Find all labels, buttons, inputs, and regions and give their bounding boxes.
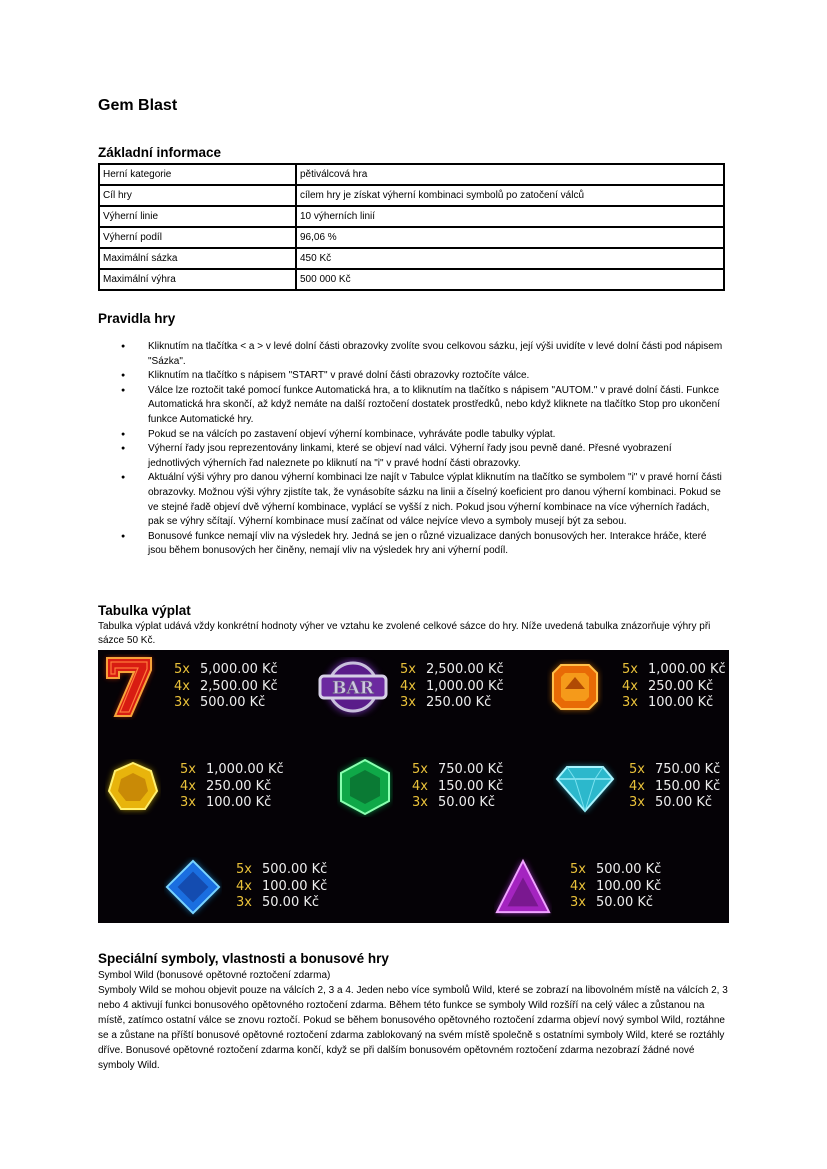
payout: 150.00 Kč: [438, 778, 504, 794]
multiplier: 5x: [236, 862, 252, 878]
pay-item-seven: [100, 658, 278, 716]
rules-heading: Pravidla hry: [98, 311, 176, 326]
multiplier: 5x: [629, 762, 645, 778]
payout: 2,500.00 Kč: [426, 662, 504, 678]
bar-icon: [316, 658, 390, 716]
payout: 500.00 Kč: [200, 695, 266, 711]
info-key: Maximální výhra: [99, 269, 296, 290]
pay-values: [629, 762, 720, 812]
special-heading: Speciální symboly, vlastnosti a bonusové hry: [98, 951, 389, 966]
pay-item-yellow-gem: [104, 758, 284, 816]
info-key: Herní kategorie: [99, 164, 296, 185]
list-item: ● Pokud se na válcích po zastavení objeví výherní kombinace, vyhráváte podle tabulky výplat.: [98, 428, 728, 443]
payout: 50.00 Kč: [596, 895, 654, 911]
table-row: [99, 248, 724, 269]
payout: 100.00 Kč: [206, 795, 272, 811]
multiplier: 5x: [412, 762, 428, 778]
yellow-gem-icon: [104, 758, 162, 816]
info-key: Výherní podíl: [99, 227, 296, 248]
multiplier: 3x: [622, 695, 638, 711]
paytable-heading: Tabulka výplat: [98, 603, 191, 618]
basic-info-heading: Základní informace: [98, 145, 222, 160]
payout: 100.00 Kč: [648, 695, 714, 711]
multiplier: 3x: [629, 795, 645, 811]
pay-values: [622, 662, 726, 712]
multiplier: 3x: [180, 795, 196, 811]
info-value: 10 výherních linií: [296, 206, 724, 227]
pay-values: [180, 762, 284, 812]
rules-section: [98, 311, 728, 559]
multiplier: 5x: [180, 762, 196, 778]
pay-item-cyan-diamond: [553, 758, 720, 816]
info-value: 450 Kč: [296, 248, 724, 269]
info-value: pětiválcová hra: [296, 164, 724, 185]
pay-values: [570, 862, 661, 912]
payout: 1,000.00 Kč: [426, 678, 504, 694]
info-value: 500 000 Kč: [296, 269, 724, 290]
payout: 150.00 Kč: [655, 778, 721, 794]
payout: 1,000.00 Kč: [206, 762, 284, 778]
paytable-description: Tabulka výplat udává vždy konkrétní hodnoty výher ve vztahu ke zvolené celkové sázce do hry. Níže uvedená tabulka znázorňuje výhry při sázce 50 Kč.: [98, 621, 711, 646]
multiplier: 3x: [570, 895, 586, 911]
multiplier: 3x: [236, 895, 252, 911]
payout: 250.00 Kč: [648, 678, 714, 694]
payout: 50.00 Kč: [262, 895, 320, 911]
multiplier: 4x: [629, 778, 645, 794]
cyan-diamond-icon: [553, 758, 617, 816]
payout: 50.00 Kč: [438, 795, 496, 811]
multiplier: 3x: [400, 695, 416, 711]
multiplier: 5x: [622, 662, 638, 678]
multiplier: 4x: [622, 678, 638, 694]
pay-item-purple-triangle: [494, 858, 661, 916]
wild-subheading: Symbol Wild (bonusové opětovné roztočení zdarma): [98, 970, 331, 981]
payout: 750.00 Kč: [438, 762, 504, 778]
info-key: Maximální sázka: [99, 248, 296, 269]
svg-text:BAR: BAR: [332, 678, 374, 699]
list-item: ● Bonusové funkce nemají vliv na výsledek hry. Jedná se jen o různé vizualizace daných bonusových her. Interakce hráče, které jsou během bonusových her činěny, nemají vliv na výsledek hry ani výherní podíl.: [98, 530, 728, 559]
multiplier: 3x: [412, 795, 428, 811]
multiplier: 3x: [174, 695, 190, 711]
payout: 2,500.00 Kč: [200, 678, 278, 694]
payout: 250.00 Kč: [206, 778, 272, 794]
table-row: [99, 185, 724, 206]
basic-info-table: [98, 163, 725, 291]
multiplier: 4x: [174, 678, 190, 694]
paytable-image: [98, 650, 729, 923]
wild-description: Symboly Wild se mohou objevit pouze na válcích 2, 3 a 4. Jeden nebo více symbolů Wild, které se zobrazí na libovolném místě na válcích 2, 3 nebo 4 aktivují funkci bonusového opětovného roztočení zdarma. Během této funkce se symboly Wild rozšíří na celý válec a zůstanou na místě, zatímco ostatní válce se znovu roztočí. Pokud se během bonusového opětovného roztočení zdarma objeví nový symbol Wild, roztáhne se a zůstane na příští bonusové opětovné roztočení zdarma zablokovaný na svém místě společně s ostatními symboly Wild, které se roztáhly dříve. Bonusové opětovné roztočení zdarma končí, když se při dalším bonusovém opětovném roztočení zdarma nezobrazí žádné nové symboly Wild.: [98, 985, 728, 1071]
multiplier: 4x: [236, 878, 252, 894]
payout: 1,000.00 Kč: [648, 662, 726, 678]
list-item: ● Kliknutím na tlačítko s nápisem "START" v pravé dolní části obrazovky roztočíte válce.: [98, 369, 728, 384]
purple-triangle-icon: [494, 858, 552, 916]
blue-gem-icon: [164, 858, 222, 916]
multiplier: 5x: [570, 862, 586, 878]
red-seven-icon: [100, 658, 158, 716]
multiplier: 4x: [570, 878, 586, 894]
payout: 50.00 Kč: [655, 795, 713, 811]
multiplier: 4x: [412, 778, 428, 794]
multiplier: 5x: [400, 662, 416, 678]
orange-gem-icon: [546, 658, 604, 716]
info-value: cílem hry je získat výherní kombinaci symbolů po zatočení válců: [296, 185, 724, 206]
paytable-section: [98, 603, 728, 647]
pay-values: [174, 662, 278, 712]
pay-item-blue-gem: [164, 858, 327, 916]
info-value: 96,06 %: [296, 227, 724, 248]
payout: 500.00 Kč: [262, 862, 328, 878]
payout: 100.00 Kč: [596, 878, 662, 894]
pay-values: [412, 762, 503, 812]
info-key: Výherní linie: [99, 206, 296, 227]
basic-info-section: [98, 145, 728, 291]
table-row: [99, 164, 724, 185]
payout: 500.00 Kč: [596, 862, 662, 878]
list-item: ● Kliknutím na tlačítka < a > v levé dolní části obrazovky zvolíte svou celkovou sázku, její výši uvidíte v levé dolní části pod nápisem "Sázka".: [98, 340, 728, 369]
green-gem-icon: [336, 758, 394, 816]
payout: 5,000.00 Kč: [200, 662, 278, 678]
rules-list: [98, 340, 728, 559]
multiplier: 4x: [400, 678, 416, 694]
pay-values: [236, 862, 327, 912]
pay-values: [400, 662, 504, 712]
pay-item-orange-gem: [546, 658, 726, 716]
payout: 100.00 Kč: [262, 878, 328, 894]
table-row: [99, 269, 724, 290]
multiplier: 4x: [180, 778, 196, 794]
payout: 250.00 Kč: [426, 695, 492, 711]
special-symbols-section: [98, 951, 730, 1073]
page-title: Gem Blast: [98, 97, 178, 114]
info-key: Cíl hry: [99, 185, 296, 206]
list-item: ● Výherní řady jsou reprezentovány linkami, které se objeví nad válci. Výherní řady jsou pevně dané. Přesné vyobrazení jednotlivých výherních řad naleznete po kliknutí na "i" v pravé hodní části obrazovky.: [98, 442, 728, 471]
pay-item-green-gem: [336, 758, 503, 816]
pay-item-bar: [316, 658, 504, 716]
table-row: [99, 206, 724, 227]
list-item: ● Aktuální výši výhry pro danou výherní kombinaci lze najít v Tabulce výplat kliknutím na tlačítko se symbolem "i" v pravé horní části obrazovky. Možnou výši výhry zjistíte tak, že vynásobíte sázku na linii a číselný koeficient pro danou výherní kombinaci. Pokud se ve stejné řadě objeví dvě výherní kombinace, vyplácí se vyšší z nich. Pokud jsou výherní kombinace na více výherních řadách, pak se výhry sčítají. Výherní kombinace musí začínat od válce nejvíce vlevo a symboly musejí být za sebou.: [98, 471, 728, 529]
payout: 750.00 Kč: [655, 762, 721, 778]
list-item: ● Válce lze roztočit také pomocí funkce Automatická hra, a to kliknutím na tlačítko s nápisem "AUTOM." v pravé dolní části. Funkce Automatická hra skončí, až když nemáte na další roztočení dostatek prostředků, nebo když kliknete na tlačítko Stop pro ukončení funkce Automatické hry.: [98, 384, 728, 428]
multiplier: 5x: [174, 662, 190, 678]
table-row: [99, 227, 724, 248]
